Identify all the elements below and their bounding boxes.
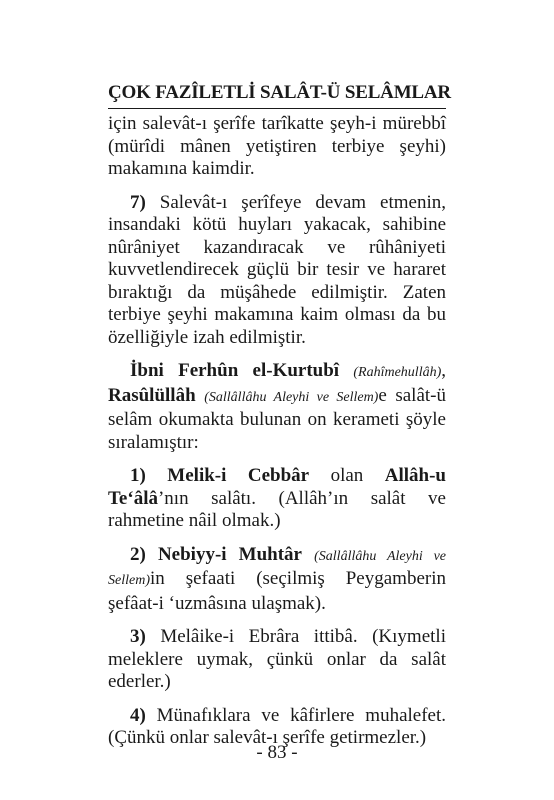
- honorific-note: (Sallâllâhu Aleyhi ve Sellem): [204, 389, 379, 405]
- paragraph-text: Melâike-i Ebrâra ittibâ. (Kıymetli meleklere uymak, çünkü onlar da salât ederler.): [108, 626, 446, 692]
- item-number: 4): [130, 704, 146, 726]
- list-item-3: [108, 626, 446, 694]
- paragraph-text: in şefaati (seçilmiş Peygamberin şefâat-i ‘uzmâsına ulaşmak).: [108, 568, 446, 614]
- prophet-name: Rasûlüllâh: [108, 384, 196, 406]
- page-body: [108, 113, 446, 750]
- item-heading: 2) Nebiyy-i Muhtâr: [130, 543, 302, 565]
- item-number: 3): [130, 626, 146, 647]
- author-name: İbni Ferhûn el-Kurtubî: [130, 360, 340, 381]
- item-number: 7): [130, 191, 146, 213]
- divine-name: Allâh-u Te‘âlâ: [108, 465, 446, 509]
- paragraph-text: Münafıklara ve kâfirlere muhalefet. (Çünkü onlar salevât-ı şerîfe getirmezler.): [108, 704, 446, 748]
- honorific-note: (Rahîmehullâh): [353, 365, 442, 380]
- paragraph-continuation: [108, 113, 446, 181]
- paragraph-text: e salât-ü selâm okumakta bulunan on kerameti şöyle sıralamıştır:: [108, 384, 446, 453]
- comma: ,: [441, 360, 446, 381]
- paragraph-text: ’nın salâtı. (Allâh’ın salât ve rahmetine nâil olmak.): [108, 487, 446, 531]
- paragraph-text: Salevât-ı şerîfeye devam etmenin, insandaki kötü huyları yakacak, sahibine nûrâniyet kazandıracak ve rûhâniyeti kuvvetlendirecek güçlü bir tesir ve hararet bıraktığı da müşâhede edilmiştir. Zaten terbiye şeyhi makamına kaim olması da bu özelliğiyle izah edilmiştir.: [108, 191, 446, 348]
- running-header: ÇOK FAZÎLETLİ SALÂT-Ü SELÂMLAR: [108, 82, 446, 109]
- list-item-1: [108, 465, 446, 533]
- book-page: [108, 82, 451, 761]
- page-number: - 83 -: [256, 742, 298, 763]
- paragraph-text: için salevât-ı şerîfe tarîkatte şeyh-i mürebbî (mürîdi mânen yetiştiren terbiye şeyhi) makamına kaimdir.: [108, 113, 446, 179]
- paragraph-item-7: [108, 192, 446, 350]
- paragraph-ibni-ferhun: [108, 360, 446, 454]
- item-heading: 1) Melik-i Cebbâr: [130, 465, 310, 486]
- connector-text: olan: [309, 465, 385, 486]
- list-item-2: [108, 544, 446, 616]
- honorific-note: (Sallâllâhu Aleyhi ve Sellem): [108, 548, 447, 588]
